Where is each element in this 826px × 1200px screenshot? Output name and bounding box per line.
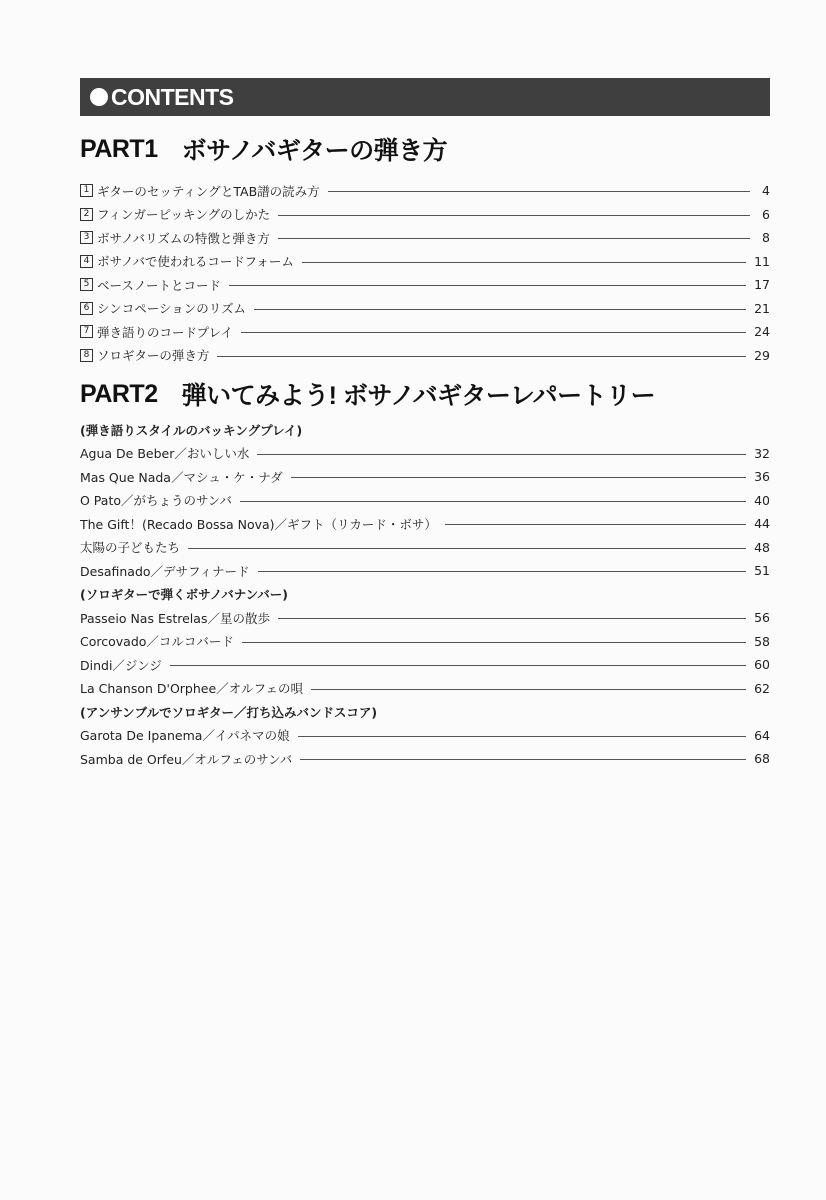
toc-entry[interactable]: [80, 465, 770, 489]
toc-entry-label: Dindi／ジンジ: [80, 657, 162, 673]
part2-heading: [80, 376, 770, 412]
toc-entry-page: 60: [754, 657, 770, 673]
leader-line: [278, 215, 750, 216]
chapter-number-box: 5: [80, 278, 93, 291]
toc-entry[interactable]: [80, 273, 770, 297]
toc-entry-page: 21: [754, 300, 770, 316]
toc-entry-page: 56: [754, 610, 770, 626]
chapter-number-box: 2: [80, 208, 93, 221]
leader-line: [300, 759, 746, 760]
toc-entry-page: 6: [762, 206, 770, 222]
toc-entry-page: 36: [754, 469, 770, 485]
bullet-dot-icon: [90, 88, 108, 106]
toc-entry-label: La Chanson D'Orphee／オルフェの唄: [80, 681, 304, 697]
leader-line: [242, 642, 746, 643]
toc-entry[interactable]: [80, 297, 770, 321]
leader-line: [311, 689, 746, 690]
part2-label: PART2: [80, 379, 158, 408]
leader-line: [257, 454, 746, 455]
toc-entry-label: ソロギターの弾き方: [97, 348, 210, 364]
toc-entry-page: 17: [754, 277, 770, 293]
leader-line: [298, 736, 746, 737]
toc-entry-page: 44: [754, 516, 770, 532]
toc-entry-page: 29: [754, 347, 770, 363]
chapter-number-box: 3: [80, 231, 93, 244]
toc-entry-page: 32: [754, 445, 770, 461]
part2-toc-list: [80, 418, 770, 771]
toc-entry-page: 51: [754, 563, 770, 579]
toc-entry[interactable]: [80, 747, 770, 771]
toc-entry[interactable]: [80, 606, 770, 630]
toc-entry-label: Samba de Orfeu／オルフェのサンバ: [80, 751, 293, 767]
toc-entry-page: 64: [754, 727, 770, 743]
toc-entry-label: Corcovado／コルコバード: [80, 634, 234, 650]
toc-entry[interactable]: [80, 203, 770, 227]
part1-label: PART1: [80, 134, 158, 163]
chapter-number-box: 6: [80, 302, 93, 315]
part2-title: 弾いてみよう! ボサノバギターレパートリー: [181, 382, 656, 410]
toc-entry[interactable]: [80, 512, 770, 536]
section-subheading: (ソロギターで弾くボサノバナンバー): [80, 587, 288, 603]
leader-line: [328, 191, 750, 192]
toc-entry[interactable]: [80, 677, 770, 701]
banner-title: CONTENTS: [111, 83, 234, 110]
toc-entry-label: The Gift！(Recado Bossa Nova)／ギフト（リカード・ボサ）: [80, 516, 437, 532]
toc-entry-page: 40: [754, 492, 770, 508]
toc-entry[interactable]: [80, 653, 770, 677]
toc-entry[interactable]: [80, 250, 770, 274]
toc-entry-label: ギターのセッティングとTAB譜の読み方: [97, 183, 320, 199]
toc-entry[interactable]: [80, 344, 770, 368]
toc-entry[interactable]: [80, 442, 770, 466]
section-subheading: (アンサンブルでソロギター／打ち込みバンドスコア): [80, 704, 378, 720]
leader-line: [278, 238, 750, 239]
toc-entry-label: Garota De Ipanema／イパネマの娘: [80, 728, 290, 744]
toc-entry-label: ボサノバリズムの特徴と弾き方: [97, 230, 270, 246]
toc-entry[interactable]: [80, 724, 770, 748]
contents-page: [80, 78, 770, 771]
toc-entry-page: 8: [762, 230, 770, 246]
toc-entry[interactable]: [80, 226, 770, 250]
part1-heading: [80, 131, 770, 167]
toc-entry-page: 62: [754, 680, 770, 696]
toc-entry-page: 68: [754, 751, 770, 767]
toc-entry-label: Agua De Beber／おいしい水: [80, 446, 250, 462]
leader-line: [445, 524, 746, 525]
toc-entry-label: Desafinado／デサフィナード: [80, 563, 250, 579]
toc-entry[interactable]: [80, 559, 770, 583]
toc-entry[interactable]: [80, 536, 770, 560]
toc-entry-label: Mas Que Nada／マシュ・ケ・ナダ: [80, 469, 283, 485]
leader-line: [258, 571, 747, 572]
toc-entry-page: 58: [754, 633, 770, 649]
toc-entry-page: 24: [754, 324, 770, 340]
toc-entry-label: 弾き語りのコードプレイ: [97, 324, 234, 340]
toc-entry[interactable]: [80, 179, 770, 203]
toc-entry-label: 太陽の子どもたち: [80, 540, 181, 556]
contents-banner: [80, 78, 770, 116]
chapter-number-box: 8: [80, 349, 93, 362]
leader-line: [240, 501, 746, 502]
leader-line: [278, 618, 746, 619]
toc-entry-label: Passeio Nas Estrelas／星の散歩: [80, 610, 270, 626]
leader-line: [188, 548, 746, 549]
leader-line: [291, 477, 747, 478]
toc-entry-label: ベースノートとコード: [97, 277, 222, 293]
chapter-number-box: 4: [80, 255, 93, 268]
leader-line: [241, 332, 746, 333]
part1-toc-list: [80, 179, 770, 367]
toc-entry-label: フィンガーピッキングのしかた: [97, 207, 271, 223]
toc-entry[interactable]: [80, 630, 770, 654]
chapter-number-box: 7: [80, 325, 93, 338]
section-subheading: (弾き語りスタイルのバッキングプレイ): [80, 422, 303, 438]
toc-entry-label: ボサノバで使われるコードフォーム: [97, 254, 294, 270]
part1-title: ボサノバギターの弾き方: [181, 137, 448, 165]
toc-entry-label: シンコペーションのリズム: [97, 301, 246, 317]
toc-entry-label: O Pato／がちょうのサンバ: [80, 493, 232, 509]
toc-entry-page: 11: [754, 253, 770, 269]
leader-line: [229, 285, 746, 286]
leader-line: [170, 665, 746, 666]
leader-line: [254, 309, 746, 310]
toc-entry[interactable]: [80, 489, 770, 513]
leader-line: [217, 356, 746, 357]
leader-line: [302, 262, 746, 263]
toc-entry[interactable]: [80, 320, 770, 344]
toc-entry-page: 4: [762, 183, 770, 199]
chapter-number-box: 1: [80, 184, 93, 197]
toc-entry-page: 48: [754, 539, 770, 555]
